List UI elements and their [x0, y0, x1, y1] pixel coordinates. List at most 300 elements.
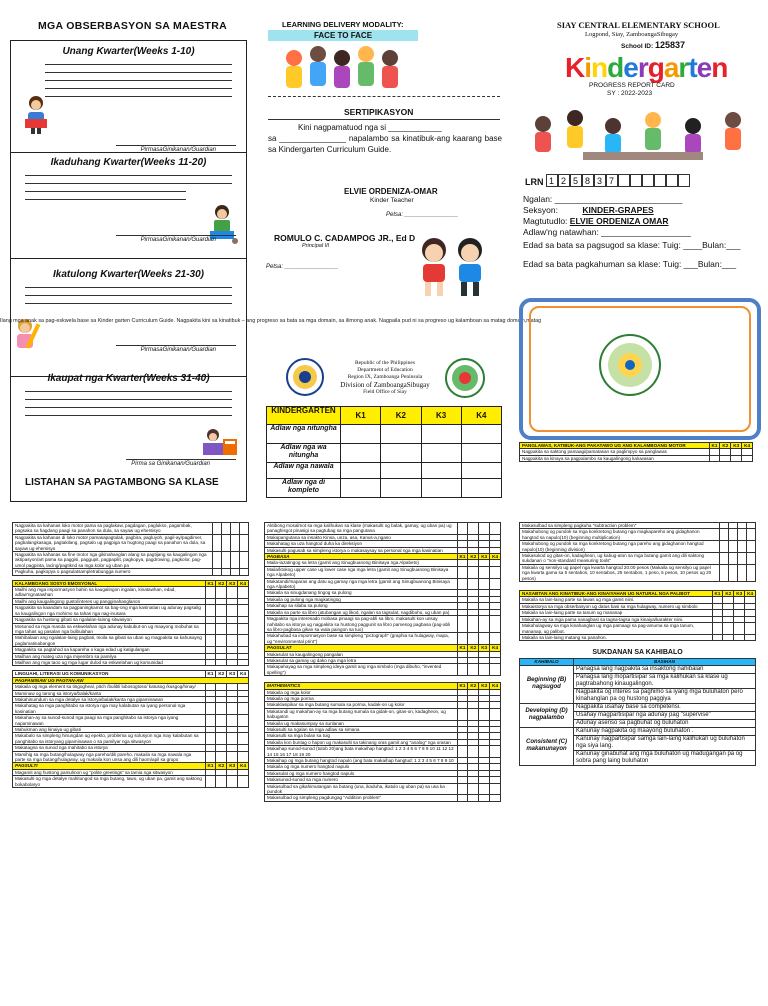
table-row [13, 659, 249, 665]
rating-cell[interactable] [238, 776, 249, 788]
rating-cell[interactable] [479, 708, 490, 720]
table-row [520, 703, 756, 711]
rating-cell[interactable] [747, 541, 756, 553]
speaking-table: Aktibong mosalmot sa mga kalihukan sa klase (makasulti og balak, gamay, ug uban pa) ug panaghisgot pinasigi sa pagtubag sa mga pangutana Makapangutana sa insakto Kinsa, unza, asa, Kanus-a,ngano Makahatag sa uza hangtod duha ka direksiyon Makasulti pagusab sa simpleng istorya o makasaysay sa personal nga mga kasinatian PAGBASA K1 K2 K3 K4 Maila-lazatingog sa letra (gamit ang Sinugbuanong Binisaya nga Alpabeto) Maila/ktokog upper case ug lower case nga mga letra (gamit ang Sinugbuanong Binisaya nga Alpabeto) Makatandi/maparas ang datu ug gamay nga mga letra (gamit ang Sinugbuanong Binisaya nga Alpabeto) Makaila sa sinugdanang tingog sa pulong Makaila og pulong nga magkatingog Makaihap sa silaba sa pulong Makaila sa parte sa libro (atubangan ug likod, ngalan sa tagsulat, nagdibuho, ug uban pa) Magpakita nga interesado mobasa pinaagi sa pag-abli sa libro, makasulti kon unsay nahitabo sa istorya ug nagpakita sa hustong paggunit sa libro pamesog pagbasa (pag-abli sa libro-pagbasa gikan sa wala paingon sa tuo) Makahubad sa impormasyon base sa simpleng "pictograph" (graphia sa hulagway, mapa, ug "environmental print") PAGSULAT K1 K2 K3 K4 Makasulat sa kaugalingong pangalan Makasulat sa gamay ug dako nga mga letra Makapahayag sa mga simpleng ideya gamit ang mga simbolo (mga dibuho, "invented spelling") [264, 522, 501, 676]
rating-cell[interactable] [227, 623, 238, 635]
rating-cell[interactable] [723, 623, 734, 635]
table-row [520, 553, 756, 565]
rating-cell[interactable] [457, 708, 468, 720]
criteria-text: Makasulti og mga detalye mahitungod sa mga butang, tawo, ug uban pa, gamit ang saktong bokabolaryo [13, 776, 206, 788]
seal-frame [519, 298, 761, 440]
criteria-text: Magpakita sa pagtahod sa kapareha o kaga edad ug katigulangan [13, 647, 206, 653]
rating-cell[interactable] [231, 523, 240, 535]
table-row [520, 665, 756, 673]
rating-cell[interactable] [742, 455, 753, 461]
rating-cell[interactable] [205, 733, 216, 745]
brand-letter: n [591, 52, 608, 83]
rating-cell[interactable] [457, 795, 468, 801]
table-row [520, 541, 756, 553]
level-description: Panagsa lang mopartisipar sa mga kalihukan sa klase ug pagtrabahong kinaugalingon. [574, 673, 756, 688]
rating-cell[interactable] [479, 746, 490, 758]
rating-cell[interactable] [227, 715, 238, 727]
rating-cell[interactable] [205, 751, 216, 763]
level-description: Usahay magpartisipar nga adunay pag "supervise" [574, 711, 756, 719]
table-row [13, 605, 249, 617]
brand-letter: r [637, 52, 648, 83]
table-row [520, 623, 756, 635]
rating-cell[interactable] [468, 578, 479, 590]
attendance-list-title: LISTAHAN SA PAGTAMBONG SA KLASE [25, 477, 219, 488]
criteria-text: Mahibalaan ang ngalalan-laing pagbati, moila sa gibati sa uban ug magpakita sa kahusayng paglamatinabangon [13, 635, 206, 647]
rating-cell[interactable] [205, 605, 216, 617]
rating-cell[interactable] [238, 605, 249, 617]
rating-cell[interactable] [723, 634, 734, 640]
criteria-text: Nagpakita sa kahanas sa fine motor nga gikinahanglan alang sa pagtijang sa kaugalingon nga aktipasyon/art pama sa paggisi, paggupit, pagpapilit, pagkopya, pagdrowing, pagkolor, pag-umol pagpinta, lacing/pagtiknd sa mga kolor ug uban pa [13, 552, 213, 569]
report-card-title: PROGRESS REPORT CARD [589, 82, 675, 89]
criteria-text: Makatagna sa sunod nga mahitabo sa istorya [13, 745, 206, 751]
criteria-text: Maminaw og tarong sa istorya/balak/kanta [13, 690, 206, 696]
rating-cell[interactable] [216, 635, 227, 647]
rating-cell[interactable] [227, 703, 238, 715]
criteria-text: Magamit ang hustong pamulinon ug "polite greetings" sa tamia nga sitwasyon [13, 769, 206, 775]
criteria-text: Makaila sa lain-laing matang sa panahon. [520, 634, 713, 640]
motor-table [12, 522, 249, 576]
measurement-table [519, 522, 756, 582]
rating-cell[interactable] [479, 795, 490, 801]
rating-cell[interactable] [222, 569, 231, 575]
rating-cell[interactable] [457, 566, 468, 578]
rating-cell[interactable] [240, 523, 249, 535]
rating-cell[interactable] [490, 523, 501, 535]
rating-cell[interactable] [734, 634, 745, 640]
rating-cell[interactable] [205, 776, 216, 788]
rating-cell[interactable] [747, 553, 756, 565]
rating-cell[interactable] [227, 733, 238, 745]
rating-cell[interactable] [479, 633, 490, 645]
rating-cell[interactable] [227, 659, 238, 665]
rating-cell[interactable] [222, 552, 231, 569]
rating-cell[interactable] [720, 564, 729, 581]
teacher-field: Magtutudlo: ELVIE ORDENIZA OMAR [523, 216, 669, 226]
table-row [13, 635, 249, 647]
criteria-text: Makasulbad og simpleng pagdungag "Addition problem" [265, 795, 458, 801]
criteria-text: Makaila og sensilyo ug papel nga kwarta hangtod 20.00 pesos (Makaila og sensilyo ug papel nga kwarta gama sa 5 sentabos, 10 sentabos, 25 sentabos, 1 peso, 5 pesos, 10 pesos ug 20 pesos) [520, 564, 720, 581]
lrn-digit-box[interactable] [618, 174, 630, 187]
school-id: School ID: 125837 [621, 40, 685, 50]
table-row [13, 587, 249, 599]
left-panel [0, 14, 256, 519]
criteria-text: Mailhan ang mateg uza nga miyembro sa pamilya [13, 653, 206, 659]
criteria-text: Makaila ug makasumpay sa sunlanan [265, 720, 458, 726]
rating-cell[interactable] [216, 659, 227, 665]
rating-cell[interactable] [490, 616, 501, 633]
table-row [265, 664, 501, 676]
quarter-title-4: Ikaupat nga Kwarter(Weeks 31-40) [47, 373, 210, 384]
principal-date: Petsa: ________________ [266, 264, 339, 270]
rating-cell[interactable] [712, 634, 723, 640]
criteria-text: Mailhan ang mga taoo ug mga lugar dulod sa eskwelahan ug komunidad [13, 659, 206, 665]
rating-cell[interactable] [720, 553, 729, 565]
level-description: Panagsa lang nagpakita sa insaktong nahibalan [574, 665, 756, 673]
parent-signature-3: PirmasaGinikanan/Guardian [140, 347, 216, 353]
lrn-digit-box[interactable]: 1 [546, 174, 558, 187]
rating-cell[interactable] [216, 776, 227, 788]
table-row: Adlaw nga wa nitungha [267, 444, 502, 463]
rating-cell[interactable] [479, 578, 490, 590]
criteria-text: Makahatag sa mga panghitabo sa istorya nga may kalabutan sa iyang personal nga kasinatian [13, 703, 206, 715]
rating-cell[interactable] [468, 746, 479, 758]
criteria-text: Pagkuha, pagkopya o pagsulatsampletrabungga numero [13, 569, 213, 575]
rating-cell[interactable] [238, 659, 249, 665]
lrn-digit-box[interactable]: 2 [558, 174, 570, 187]
nasabtan-table: NASABTAN ANG KINATIBUK-ANG KINAIYAHAN UG NATURAL NGA PALIBOT K1 K2 K3 K4 Makaila sa lain-laing parte sa lawas ug mga gamit niini. Makaistorya sa mga obserbasyon ug datus basi sa mga hulagway, numero ug simbolo Makaila sa lain-laing parte sa tanum ug mananap Makahan-ay sa mga pama nanagbasi sa tagsa-tagsa nga kinaiya/karakter niini. Makahulagway sa mga kinahanglan ug mga pamaagi sa pag-amuma sa mga tanum, mananap, ug palibot. Makaila sa lain-laing matang sa panahon. [519, 590, 756, 641]
criteria-text: Maila/ktokog upper case ug lower case nga mga letra (gamit ang Sinugbuanong Binisaya nga Alpabeto) [265, 566, 458, 578]
table-row [265, 746, 501, 758]
rating-cell[interactable] [490, 578, 501, 590]
rating-cell[interactable] [738, 541, 747, 553]
criteria-text: Makabalo sa simpleng hinungdan ug epekto, problema ug solusyon nga may kalabutan sa panghitabo sa istoryang gipaminawan o sa pamilyar nga sitwasyon [13, 733, 206, 745]
table-row [13, 776, 249, 788]
rating-cell[interactable] [231, 569, 240, 575]
criteria-text: Makaila kon buntag o hapon ug makasulti sa takinang oras gamit ang "analog" nga orasan [265, 739, 458, 745]
lrn-digit-box[interactable] [666, 174, 678, 187]
two-children-illustration [410, 236, 494, 302]
quarter-title-1: Unang Kwarter(Weeks 1-10) [62, 46, 195, 57]
rating-cell[interactable] [479, 523, 490, 535]
rating-cell[interactable] [222, 523, 231, 535]
table-row [13, 751, 249, 763]
criteria-text: Aktibong mosalmot sa mga kalihukan sa klase (makasulti og balak, gamay, ug uban pa) ug panaghisgot pinasigi sa pagtubag sa mga pangutana [265, 523, 458, 535]
table-row: Adlaw nga nitungha [267, 425, 502, 444]
attendance-table: KINDERGARTEN K1 K2 K3 K4 Adlaw nga nitungha Adlaw nga wa nitungha Adlaw nga nawala Adlaw nga di kompleto [266, 406, 502, 498]
criteria-text: Nagpakita sa saktong pamaagi/pamatasan sa paglimpyo sa panglawas [520, 449, 710, 455]
criteria-text: Maila-lazatingog sa letra (gamit ang Sinugbuanong Binisaya nga Alpabeto) [265, 560, 458, 566]
criteria-text: Makasulti sa mga bulan sa tuig [265, 733, 458, 739]
table-row [520, 727, 756, 735]
criteria-text: Makasulat sa gamay ug dako nga mga letra [265, 657, 458, 663]
table-row [520, 529, 756, 541]
rating-cell[interactable] [479, 616, 490, 633]
deped-address: Republic of the Philippines Department of Education Region IX, Zamboanga Peninsula Division of ZamboangaSibugay Field Office of Siay [340, 360, 430, 395]
middle-panel [260, 14, 510, 519]
rating-cell[interactable] [457, 783, 468, 795]
rating-cell[interactable] [745, 623, 756, 635]
school-seal-icon [599, 334, 661, 396]
school-address: Logpond, Siay, ZamboangaSibugay [585, 31, 679, 38]
division-seal-icon [445, 358, 485, 398]
brand-letter: n [711, 52, 728, 83]
rating-cell[interactable] [216, 587, 227, 599]
criteria-text: Makahan-ay sa mga pama nanagbasi sa tagsa-tagsa nga kinaiya/karakter niini. [520, 616, 713, 622]
criteria-text: Makasunod-sunod sa mga numero [265, 777, 458, 783]
rating-cell[interactable] [479, 783, 490, 795]
table-row [13, 569, 249, 575]
criteria-text: Makaklasipikar sa mga butang sumala sa porma, kadak-on ug kolor [265, 702, 458, 708]
table-row [520, 634, 756, 640]
criteria-text: Nagpakita sa kinaya sa pagpalambo sa kaugalingong kaluwasan [520, 455, 710, 461]
math-table: MATHEMATICS K1 K2 K3 K4 Makaila og mga kolor Makaila og mga porma Makaklasipikar sa mga butang sumala sa porma, kadak-on ug kolor Makatandi ug makahan-ay sa mga butang sumala sa gidak-on, gitas-on, kadagheon, ug kabugaton Makaila ug makasumpay sa sunlanan Makasulti sa ngalan sa mga adlaw sa simana Makasulti sa mga bulan sa tuig Makaila kon buntag o hapon ug makasulti sa takinang oras gamit ang "analog" nga orasan Makaihap sunod-sunod (tutob 20)ang bata makaihap hangtod: 1 2 3 4 5 6 7 8 9 10 11 12 13 14 15 16 17 18 19 20 Makaihap og mga butang hangtod napulo (ang bata makaihap hangtud: 1 2 3 4 5 6 7 8 9 10 Makaila og mga numero hangtod napulo Makasulat og mga numero hangtod napulo Makasunod-sunod sa mga numero Makasulbad sa gikahimutangan sa butang (una, ikaduha, ikatulo ug uban pa) sa usa ka pundok Makasulbad og simpleng pagdungag "Addition problem" [264, 682, 501, 802]
rating-cell[interactable] [205, 635, 216, 647]
lrn-digit-box[interactable] [642, 174, 654, 187]
level-description: Nagpakita usahay base sa competensi. [574, 703, 756, 711]
rating-cell[interactable] [238, 587, 249, 599]
lrn-digit-box[interactable]: 7 [606, 174, 618, 187]
criteria-text: Makahubad sa impormasyon base sa simpleng "pictograph" (graphia sa hulagway, mapa, ug "environmental print") [265, 633, 458, 645]
rating-cell[interactable] [712, 623, 723, 635]
rating-cell[interactable] [205, 623, 216, 635]
criteria-text: Makahinumdum sa mga detalye sa istorya/balak/kanta nga gipaminawan [13, 696, 206, 702]
rating-cell[interactable] [238, 635, 249, 647]
rating-cell[interactable] [457, 616, 468, 633]
level-name: Consistent (C) makanunayon [520, 727, 574, 765]
rating-cell[interactable] [205, 587, 216, 599]
rating-cell[interactable] [490, 633, 501, 645]
rating-cell[interactable] [205, 659, 216, 665]
rating-cell[interactable] [238, 751, 249, 763]
criteria-text: Makaihap og mga butang hangtod napulo (ang bata makaihap hangtud: 1 2 3 4 5 6 7 8 9 10 [265, 758, 458, 764]
rating-cell[interactable] [747, 529, 756, 541]
rating-cell[interactable] [457, 746, 468, 758]
table-row [265, 633, 501, 645]
table-row [265, 578, 501, 590]
criteria-text: Nagpakita sa hustong gibati sa ngalalan-lainng sitwasyon [13, 617, 206, 623]
lrn-digit-box[interactable]: 3 [594, 174, 606, 187]
rating-cell[interactable] [238, 703, 249, 715]
table-row: Adlaw nga nawala [267, 463, 502, 479]
criteria-text: Makahubong og pundok sa mga konkretong butang nga magkapareho ang gidaghanon hangtod sa napulo(10) (beginning multiplication) [520, 529, 720, 541]
criteria-text: Makasulti sa ngalan sa mga adlaw sa simana [265, 727, 458, 733]
table-row [13, 534, 249, 551]
rating-cell[interactable] [468, 664, 479, 676]
criteria-text: Makaila sa lain-laing parte sa tanum ug mananap [520, 610, 713, 616]
rating-cell[interactable] [457, 633, 468, 645]
criteria-text: Makapangutana sa insakto Kinsa, unza, asa, Kanus-a,ngano [265, 534, 458, 540]
rating-cell[interactable] [468, 523, 479, 535]
rating-cell[interactable] [490, 708, 501, 720]
lrn-digit-box[interactable] [630, 174, 642, 187]
rating-cell[interactable] [479, 566, 490, 578]
rating-cell[interactable] [738, 529, 747, 541]
birthday-field[interactable]: Adlaw'ng natawhan: ___________________ [523, 227, 691, 237]
criteria-text: Mailhi ang mga impormasyon bahin sa kaugalingon ingalan, kinatawhan, edad, adlaw'ngnatawhan [13, 587, 206, 599]
school-year: SY : 2022-2023 [607, 90, 653, 97]
rating-cell[interactable] [490, 566, 501, 578]
lrn-digit-box[interactable] [654, 174, 666, 187]
table-row [265, 708, 501, 720]
rating-cell[interactable] [227, 751, 238, 763]
rating-cell[interactable] [738, 564, 747, 581]
linguahi-table: LINGUAHI, LITERASI UG KOMUNIKASYON K1 K2 K3 K4 PAGPAMINAW UG PAGTAN-AW Makaila og mga element sa tingogheal, pitch /bulibli lubosogtoso/ katusog /kusgog/hinay/ Maminaw og tarong sa istorya/balak/kanta Makahinumdum sa mga detalye sa istorya/balak/kanta nga gipaminawan Makahatag sa mga panghitabo sa istorya nga may kalabutan sa iyang personal nga kasinatian Makahan-ay sa sunod-sunod nga paagi sa mga panghitabo sa istorya nga iyang napaminawan Mahukman ang kinaiya ug gibati Makabalo sa simpleng hinungdan ug epekto, problema ug solusyon nga may kalabutan sa panghitabo sa istoryang gipaminawan o sa pamilyar nga sitwasyon Makatagna sa sunod nga mahitabo sa istorya Mamihig sa mga butang/hulagway nga pareho/dili pareho, makaila sa mga nawala nga parte sa mga butang/hulagway, ug makaila kon unsa ang dili haom/apil sa grupo PAGSULTI K1 K2 K3 K4 Magamit ang hustong pamulinon ug "polite greetings" sa tamia nga sitwasyon Makasulti og mga detalye mahitungod sa mga butang, tawo, ug uban pa, gamit ang saktong bokabolaryo [12, 670, 249, 788]
quarter-box-3 [10, 258, 247, 376]
rating-cell[interactable] [205, 715, 216, 727]
rating-cell[interactable] [213, 569, 222, 575]
rating-cell[interactable] [720, 529, 729, 541]
age-end-field[interactable]: Edad sa bata pagkahuman sa klase: Tuig: ___Bulan:___ [523, 259, 737, 269]
rating-cell[interactable] [468, 566, 479, 578]
teacher-role: Kinder Teacher [370, 197, 414, 204]
school-name: SIAY CENTRAL ELEMENTARY SCHOOL [557, 20, 720, 30]
level-description: Nagpakita og interes sa paghimo sa iyang mga buluhaton pero kinahanglan pa og hustong paggiya [574, 688, 756, 703]
level-description: Kanunay nagpakita og maayong buluhaton . [574, 727, 756, 735]
rating-cell[interactable] [213, 523, 222, 535]
rating-cell[interactable] [729, 564, 738, 581]
quarter-title-3: Ikatulong Kwarter(Weeks 21-30) [53, 269, 204, 280]
modality-label: LEARNING DELIVERY MODALITY: [282, 20, 404, 29]
criteria-text: Makahatag sa uza hangtod duha ka direksiyon [265, 541, 458, 547]
table-row: Adlaw nga di kompleto [267, 479, 502, 498]
rating-cell[interactable] [490, 664, 501, 676]
lrn-digit-box[interactable]: 8 [582, 174, 594, 187]
rating-cell[interactable] [468, 708, 479, 720]
rating-cell[interactable] [238, 623, 249, 635]
rating-cell[interactable] [729, 541, 738, 553]
overlay-ribbon-text: Ilang mga anak sa pag-eskwela base sa Kinder garten Curriculum Guide. Nagpakita kini sa kinatibuk – ang progreso sa bata sa mga domain, sa ilimong anak. Nagpaila pud ni sa progreso ug kalamboan sa matag domain,matag [0, 318, 542, 324]
rating-cell[interactable] [216, 703, 227, 715]
modality-value: FACE TO FACE [268, 30, 418, 41]
parent-signature-4: Pirma sa Ginikanan/Guardian [131, 461, 210, 467]
rating-cell[interactable] [729, 529, 738, 541]
level-description: Adunay asenso sa pagbuhat og buluhaton [574, 719, 756, 727]
table-row [13, 733, 249, 745]
rating-cell[interactable] [709, 455, 720, 461]
rating-cell[interactable] [734, 623, 745, 635]
rating-cell[interactable] [216, 623, 227, 635]
rating-cell[interactable] [747, 564, 756, 581]
criteria-text: Makaila og mga element sa tingogheal, pitch /bulibli lubosogtoso/ katusog /kusgog/hinay/ [13, 684, 206, 690]
criteria-text: Makaila og mga kolor [265, 689, 458, 695]
rating-cell[interactable] [490, 783, 501, 795]
rating-cell[interactable] [457, 664, 468, 676]
criteria-text: Makahulagway sa mga kinahanglan ug mga pamaagi sa pag-amuma sa mga tanum, mananap, ug palibot. [520, 623, 713, 635]
rating-cell[interactable] [227, 776, 238, 788]
rating-cell[interactable] [222, 534, 231, 551]
rating-cell[interactable] [490, 746, 501, 758]
rating-cell[interactable] [205, 703, 216, 715]
rating-cell[interactable] [240, 552, 249, 569]
rating-cell[interactable] [468, 783, 479, 795]
criteria-text: Makaistorya sa mga obserbasyon ug datus basi sa mga hulagway, numero ug simbolo [520, 603, 713, 609]
table-row [13, 715, 249, 727]
rating-cell[interactable] [240, 569, 249, 575]
brand-letter: e [623, 52, 638, 83]
rating-cell[interactable] [457, 523, 468, 535]
criteria-text: Nagpakita sa kahanas di loko motor pamasapagtulak, pagbira, pagluyoh, pagil-ay/pagdimer, pagbalangkasaga, pagtakilang, pagsalo ug pagpiga sa hugtong paagi sa panahon sa dula, sa sayaw ug ehersisyo [13, 534, 213, 551]
teacher-date: Petsa: ________________ [386, 212, 459, 218]
rating-cell[interactable] [720, 541, 729, 553]
criteria-text: Makaihap sunod-sunod (tutob 20)ang bata makaihap hangtod: 1 2 3 4 5 6 7 8 9 10 11 12 13 14 15 16 17 18 19 20 [265, 746, 458, 758]
table-row [13, 623, 249, 635]
rating-cell[interactable] [490, 795, 501, 801]
quarter-box-1 [10, 40, 247, 166]
name-field[interactable]: Ngalan: ___________________________ [523, 194, 683, 204]
principal-name: ROMULO C. CADAMPOG JR., Ed D [274, 233, 416, 243]
criteria-text: Makaihap sa silaba sa pulong [265, 603, 458, 609]
rating-cell[interactable] [745, 634, 756, 640]
rating-cell[interactable] [720, 455, 731, 461]
table-row [13, 523, 249, 535]
rating-cell[interactable] [479, 664, 490, 676]
criteria-text: Makatandi/maparas ang datu ug gamay nga mga letra (gamit ang Sinugbuanong Binisaya nga Alpabeto) [265, 578, 458, 590]
criteria-text: Mahukman ang kinaiya ug gibati [13, 727, 206, 733]
section-field: Seksyon: KINDER-GRAPES [523, 205, 654, 215]
table-row [13, 703, 249, 715]
rating-cell[interactable] [227, 635, 238, 647]
rating-cell[interactable] [231, 534, 240, 551]
table-row [265, 783, 501, 795]
table-row [520, 564, 756, 581]
rating-cell[interactable] [738, 553, 747, 565]
panglawas-table: PANGLAWAS, KATIBUK-ANG PAKATAWO UG ANG KALAMBOANG MOTOR K1 K2 K3 K4 Nagpakita sa saktong pamaagi/pamatasan sa paglimpyo sa panglawas Nagpakita sa kinaya sa pagpalambo sa kaugalingong kaluwasan [519, 442, 753, 462]
level-name: Beginning (B) nagsugod [520, 665, 574, 703]
quarter-box-4 [10, 373, 247, 502]
rating-cell[interactable] [468, 616, 479, 633]
rating-cell[interactable] [240, 534, 249, 551]
criteria-text: Makatandi ug makahan-ay sa mga butang sumala sa gidak-on, gitas-on, kadagheon, ug kabugaton [265, 708, 458, 720]
parent-signature-2: PirmasaGinikanan/Guardian [140, 237, 216, 243]
criteria-text: Mamihig sa mga butang/hulagway nga pareho/dili pareho, makaila sa mga nawala nga parte sa mga butang/hulagway, ug makaila kon unsa ang dili haom/apil sa grupo [13, 751, 206, 763]
rating-cell[interactable] [216, 605, 227, 617]
rating-cell[interactable] [213, 534, 222, 551]
criteria-text: Nagpakita sa kaandam sa pagpaningkamot sa bag-ong mga kasinatian ug adunay pagsalig sa kaugalingon nga mohimo sa tahas nga nag-inusara [13, 605, 206, 617]
criteria-text: Makaila sa parte sa libro (atubangan ug likod, ngalan sa tagsulat, nagdibuho, ug uban pa) [265, 609, 458, 615]
rating-cell[interactable] [227, 605, 238, 617]
rating-cell[interactable] [468, 633, 479, 645]
sukdanan-table: KAHIBALO BASIHAN Beginning (B) nagsugod Panagsa lang nagpakita sa insaktong nahibalan Panagsa lang mopartisipar sa mga kalihukan sa klase ug pagtrabahong kinaugalingon. Nagpakita og interes sa paghimo sa iyang mga buluhaton pero kinahanglan pa og hustong paggiya Developing (D) nagpalambo Nagpakita usahay base sa competensi. Usahay magpartisipar nga adunay pag "supervise" Adunay asenso sa pagbuhat og buluhaton Consistent (C) makanunayon Kanunay nagpakita og maayong buluhaton . Kanunay nagpartisipar samga lain-laing kalihukan ug buluhaton nga siya lang. Kanunay ginabuhat ang mga buluhaton ug madugangan pa og sobra pang laing buluhaton [519, 658, 756, 765]
table-row [13, 552, 249, 569]
age-start-field[interactable]: Edad sa bata sa pagsugod sa klase: Tuig: ____Bulan:___ [523, 240, 741, 250]
level-name: Developing (D) nagpalambo [520, 703, 574, 727]
criteria-text: Makasulbad sa gikahimutangan sa butang (una, ikaduha, ikatulo ug uban pa) sa usa ka pundok [265, 783, 458, 795]
rating-cell[interactable] [231, 552, 240, 569]
rating-cell[interactable] [238, 715, 249, 727]
brand-letter: t [688, 52, 697, 83]
rating-cell[interactable] [216, 733, 227, 745]
children-banner-illustration [280, 42, 410, 96]
table-row [265, 566, 501, 578]
rating-cell[interactable] [238, 733, 249, 745]
rating-cell[interactable] [216, 715, 227, 727]
level-description: Kanunay nagpartisipar samga lain-laing kalihukan ug buluhaton nga siya lang. [574, 735, 756, 750]
rating-cell[interactable] [729, 553, 738, 565]
rating-cell[interactable] [216, 751, 227, 763]
rating-cell[interactable] [468, 795, 479, 801]
criteria-text: Makaila sa lain-laing parte sa lawas ug mga gamit niini. [520, 597, 713, 603]
rating-cell[interactable] [213, 552, 222, 569]
rating-cell[interactable] [731, 455, 742, 461]
table-row [520, 455, 753, 461]
lrn-field[interactable]: LRN 1 2 5 8 3 7 [525, 172, 690, 190]
principal-role: Principal III [302, 243, 330, 249]
brand-letter: a [663, 52, 679, 83]
brand-letter: e [696, 52, 712, 83]
table-row [265, 795, 501, 801]
criteria-text: Mailhi ang kaugalingong gusto/interes ug pangginahanglanon [13, 598, 206, 604]
lrn-digit-box[interactable] [678, 174, 690, 187]
rating-cell[interactable] [457, 578, 468, 590]
observations-title: MGA OBSERBASYON SA MAESTRA [38, 20, 228, 32]
criteria-text: Makahan-ay sa sunod-sunod nga paagi sa mga panghitabo sa istorya nga iyang napaminawan [13, 715, 206, 727]
right-panel [515, 14, 768, 519]
criteria-text: Makasulbad sa simpleng pagkuha "subtraction problem" [520, 523, 720, 529]
rating-cell[interactable] [227, 587, 238, 599]
criteria-text: Makapahayag sa mga simpleng ideya gamit ang mga simbolo (mga dibuho, "invented spelling") [265, 664, 458, 676]
attendance-header: KINDERGARTEN [267, 407, 341, 425]
parent-signature-1: PirmasaGinikanan/Guardian [140, 147, 216, 153]
lrn-digit-box[interactable]: 5 [570, 174, 582, 187]
brand-letter: g [647, 52, 664, 83]
criteria-text: Makaila og mga porma [265, 695, 458, 701]
certification-text: Kini nagpamatuod nga si ____________ sa _______________ napalambo sa kinatibuk-ang kaarang base sa Kindergarten Curriculum Guide. [268, 123, 502, 154]
